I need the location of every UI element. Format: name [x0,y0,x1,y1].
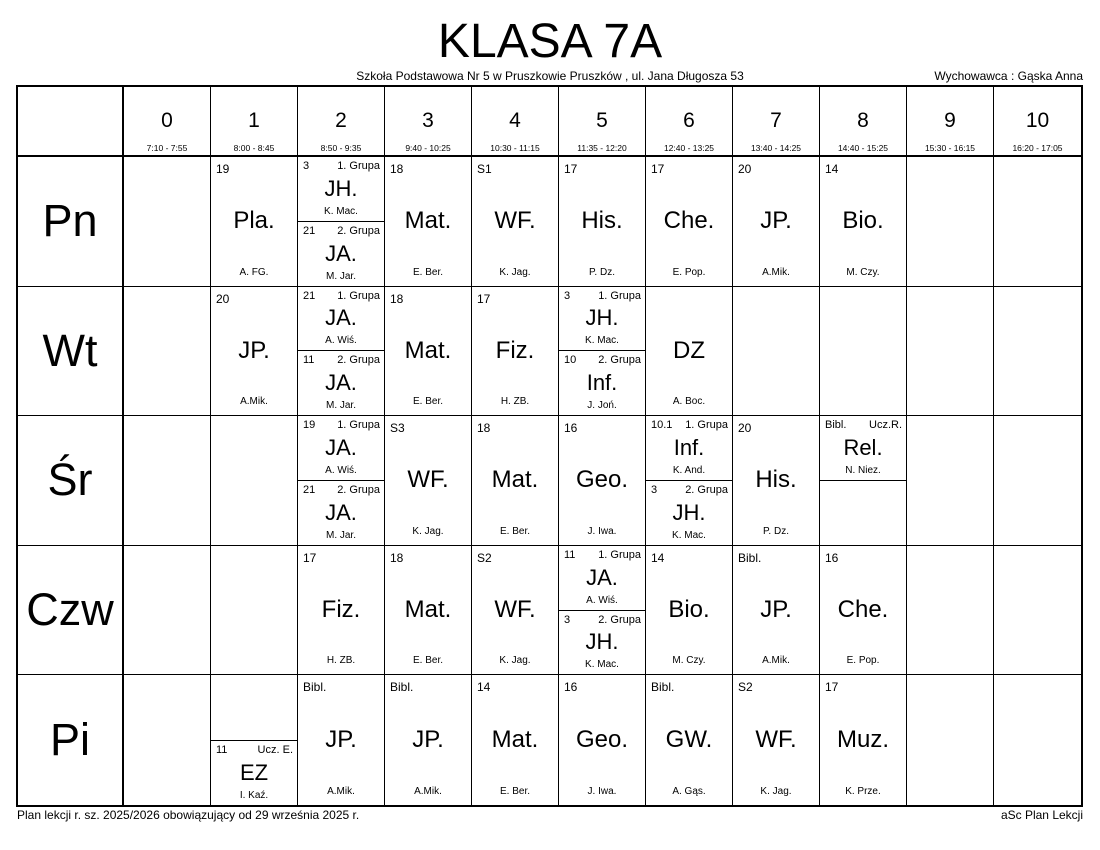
teacher-initials: M. Czy. [846,266,880,278]
teacher-initials: A.Mik. [414,786,442,797]
teacher-initials: I. Kaź. [239,790,269,802]
teacher-initials: K. Jag. [760,786,792,797]
split-lesson-cell [298,416,385,546]
lesson-cell [559,675,646,805]
subject-name: Mat. [491,726,539,754]
subject-name: Rel. [843,435,883,461]
subject-name: JP. [325,726,357,754]
period-number: 9 [944,109,956,132]
room-number: 14 [825,162,839,176]
subject-name: WF. [407,466,449,494]
teacher-initials: A. Wiś. [325,335,357,347]
teacher-initials: A. Gąs. [672,786,706,797]
lesson-cell [820,157,907,287]
room-number: 3 [303,160,310,172]
room-number: 21 [303,289,316,302]
lesson-cell [733,157,820,287]
room-number: 11 [216,743,228,756]
teacher-initials: K. Jag. [499,266,531,278]
lesson-cell [820,546,907,676]
day-label-cell [18,546,124,676]
teacher-initials: P. Dz. [763,525,789,537]
subject-name: JH. [585,305,619,331]
subject-name: WF. [494,596,536,624]
subject-name: Inf. [586,370,618,396]
group-lesson [298,481,384,545]
room-number: 18 [477,421,491,436]
subject-name: His. [581,207,623,235]
group-label: 1. Grupa [685,419,728,432]
teacher-initials: E. Ber. [412,655,443,667]
empty-slot [124,157,211,287]
room-number: 17 [825,680,839,695]
group-label: 1. Grupa [337,419,380,432]
teacher-initials: E. Pop. [846,655,880,667]
room-number: 3 [651,484,658,496]
room-number: 19 [303,419,316,432]
room-number: 17 [651,162,665,176]
split-lesson-cell [559,546,646,676]
period-header [994,87,1081,157]
lesson-cell [559,157,646,287]
room-number: 11 [564,548,576,561]
generator-credit: aSc Plan Lekcji [1000,808,1083,822]
lesson-cell [385,287,472,417]
room-number: Bibl. [303,680,327,695]
split-lesson-cell [211,675,298,805]
lesson-cell [385,157,472,287]
room-number: 18 [390,291,404,306]
subject-name: JA. [325,305,357,331]
empty-slot [994,546,1081,676]
empty-slot [211,416,298,546]
subject-name: JA. [325,435,357,461]
period-header [298,87,385,157]
lesson-cell [646,287,733,417]
teacher-initials: E. Ber. [499,525,530,537]
period-time: 7:10 - 7:55 [146,143,188,153]
empty-slot [124,675,211,805]
empty-slot [907,546,994,676]
period-time: 11:35 - 12:20 [577,143,627,153]
room-number: 20 [738,162,752,176]
lesson-cell [559,416,646,546]
room-number: S3 [390,421,405,436]
empty-slot [124,287,211,417]
subject-name: Fiz. [495,336,535,364]
subject-name: WF. [755,726,797,754]
period-number: 8 [857,109,869,132]
group-lesson [559,287,645,352]
room-number: 14 [477,680,491,695]
room-number: 17 [564,162,578,176]
period-header [733,87,820,157]
homeroom-teacher: Wychowawca : Gąska Anna [934,69,1083,83]
period-header [559,87,646,157]
subject-name: Muz. [836,726,889,754]
split-lesson-cell [559,287,646,417]
period-number: 0 [161,109,173,132]
day-label-cell [18,287,124,417]
corner-cell [18,87,124,157]
lesson-cell [385,675,472,805]
group-label: Ucz.R. [869,419,902,432]
lesson-cell [472,675,559,805]
period-number: 5 [596,109,608,132]
day-label-cell [18,416,124,546]
empty-slot [994,287,1081,417]
empty-slot [907,675,994,805]
lesson-cell [646,675,733,805]
group-label: 1. Grupa [337,289,380,302]
period-time: 13:40 - 14:25 [750,143,802,153]
empty-slot [907,416,994,546]
day-label-cell [18,675,124,805]
subject-name: Bio. [842,207,884,235]
group-lesson [559,351,645,415]
teacher-initials: M. Czy. [672,655,706,667]
subject-name: Fiz. [321,596,361,624]
lesson-cell [646,157,733,287]
teacher-initials: J. Iwa. [587,786,617,797]
day-label-cell [18,157,124,287]
teacher-initials: K. Prze. [845,786,881,797]
teacher-initials: E. Ber. [412,396,443,408]
split-lesson-cell [298,287,385,417]
empty-slot [211,546,298,676]
teacher-initials: A.Mik. [240,396,268,408]
period-header [907,87,994,157]
period-header [385,87,472,157]
teacher-initials: M. Jar. [325,529,356,541]
subject-name: Geo. [575,466,629,494]
period-number: 3 [422,109,434,132]
room-number: 18 [390,162,404,176]
empty-group-slot [820,481,906,545]
teacher-initials: E. Pop. [672,266,706,278]
subject-name: Pla. [233,207,275,235]
room-number: 14 [651,550,665,565]
group-label: 2. Grupa [337,224,380,237]
room-number: 19 [216,162,230,176]
group-label: 1. Grupa [598,548,641,561]
period-header [472,87,559,157]
room-number: 16 [825,550,839,565]
group-lesson [298,351,384,415]
room-number: 3 [564,289,571,302]
subject-name: JA. [586,564,618,590]
lesson-cell [733,416,820,546]
group-label: 2. Grupa [598,613,641,626]
room-number: 20 [216,291,230,306]
group-label: 2. Grupa [598,354,641,367]
day-label: Wt [42,324,98,376]
room-number: S1 [477,162,492,176]
period-number: 4 [509,109,521,132]
empty-slot [907,287,994,417]
lesson-cell [472,287,559,417]
subject-name: Mat. [404,596,452,624]
teacher-initials: A. Wiś. [325,465,357,476]
period-time: 8:50 - 9:35 [320,143,362,153]
group-lesson [559,546,645,611]
subject-name: JP. [412,726,444,754]
subject-name: Che. [663,207,715,235]
period-header [124,87,211,157]
teacher-initials: H. ZB. [500,396,530,408]
subject-name: GW. [665,726,713,754]
period-header [820,87,907,157]
group-lesson [298,416,384,481]
group-lesson [646,481,732,545]
period-time: 14:40 - 15:25 [837,143,889,153]
split-lesson-cell [298,157,385,287]
lesson-cell [733,546,820,676]
group-lesson [646,416,732,481]
room-number: 21 [303,484,316,496]
lesson-cell [211,157,298,287]
room-number: 11 [303,354,315,367]
room-number: 18 [390,550,404,565]
empty-slot [994,416,1081,546]
validity-note: Plan lekcji r. sz. 2025/2026 obowiązujący od 29 września 2025 r. [17,808,360,822]
group-lesson [298,157,384,222]
period-time: 9:40 - 10:25 [405,143,451,153]
period-time: 16:20 - 17:05 [1012,143,1063,153]
teacher-initials: A.Mik. [762,266,790,278]
subject-name: JA. [325,370,357,396]
room-number: Bibl. [390,680,414,695]
teacher-initials: A. Boc. [672,396,706,408]
teacher-initials: E. Ber. [499,786,530,797]
teacher-initials: K. Mac. [324,205,358,217]
period-header [211,87,298,157]
empty-slot [994,157,1081,287]
group-lesson [559,611,645,675]
group-label: Ucz. E. [257,743,293,756]
room-number: 16 [564,680,578,695]
period-number: 1 [248,109,260,132]
period-time: 8:00 - 8:45 [233,143,275,153]
empty-slot [907,157,994,287]
teacher-initials: A. Wiś. [586,594,618,606]
subject-name: Inf. [673,435,705,461]
subject-name: Che. [837,596,889,624]
subject-name: JH. [672,499,706,525]
teacher-initials: P. Dz. [589,266,615,278]
room-number: 20 [738,421,752,436]
group-label: 1. Grupa [337,160,380,172]
period-number: 2 [335,109,347,132]
period-header [646,87,733,157]
group-label: 2. Grupa [337,354,380,367]
teacher-initials: E. Ber. [412,266,443,278]
subject-name: Mat. [491,466,539,494]
empty-slot [733,287,820,417]
teacher-initials: K. And. [672,465,706,476]
subject-name: JA. [325,240,357,266]
subject-name: JH. [585,629,619,655]
empty-group-slot [211,675,297,740]
subject-name: Mat. [404,336,452,364]
room-number: 3 [564,613,571,626]
lesson-cell [646,546,733,676]
group-label: 2. Grupa [685,484,728,496]
teacher-initials: J. Iwa. [587,525,617,537]
day-label: Śr [47,454,93,506]
lesson-cell [385,416,472,546]
teacher-initials: H. ZB. [326,655,356,667]
school-address: Szkoła Podstawowa Nr 5 w Pruszkowie Pruszków , ul. Jana Długosza 53 [356,69,744,83]
teacher-initials: K. Mac. [585,335,619,347]
room-number: 16 [564,421,578,436]
room-number: Bibl. [825,419,847,432]
lesson-cell [472,546,559,676]
group-lesson [298,222,384,286]
subject-name: Mat. [404,207,452,235]
lesson-cell [472,157,559,287]
empty-slot [124,416,211,546]
group-lesson [211,741,297,805]
subject-name: Geo. [575,726,629,754]
teacher-initials: N. Niez. [845,465,881,476]
room-number: 21 [303,224,316,237]
teacher-initials: J. Joń. [587,400,617,412]
group-lesson [820,416,906,481]
empty-slot [124,546,211,676]
subject-name: EZ [239,759,269,785]
subject-name: JH. [324,175,358,201]
subject-name: DZ [673,336,705,364]
room-number: 10.1 [651,419,673,432]
subject-name: JA. [325,499,357,525]
empty-slot [994,675,1081,805]
period-number: 10 [1025,109,1050,132]
day-label: Pi [49,714,90,766]
timetable-grid [16,85,1083,807]
subject-name: WF. [494,207,536,235]
room-number: Bibl. [651,680,675,695]
lesson-cell [298,675,385,805]
period-time: 12:40 - 13:25 [663,143,715,153]
split-lesson-cell [820,416,907,546]
room-number: S2 [477,550,492,565]
period-number: 6 [683,109,695,132]
split-lesson-cell [646,416,733,546]
period-number: 7 [770,109,782,132]
teacher-initials: K. Jag. [412,525,444,537]
room-number: 17 [303,550,317,565]
lesson-cell [385,546,472,676]
teacher-initials: M. Jar. [325,400,356,412]
lesson-cell [820,675,907,805]
teacher-initials: K. Mac. [672,529,706,541]
empty-slot [820,287,907,417]
subject-name: Bio. [668,596,710,624]
teacher-initials: K. Mac. [585,659,619,671]
teacher-initials: K. Jag. [499,655,531,667]
period-time: 10:30 - 11:15 [490,143,540,153]
group-label: 2. Grupa [337,484,380,496]
class-title: KLASA 7A [437,15,663,68]
teacher-initials: A. FG. [239,266,269,278]
lesson-cell [472,416,559,546]
room-number: S2 [738,680,753,695]
room-number: Bibl. [738,550,762,565]
lesson-cell [298,546,385,676]
lesson-cell [211,287,298,417]
subject-name: JP. [760,596,792,624]
lesson-cell [733,675,820,805]
teacher-initials: A.Mik. [327,786,355,797]
period-time: 15:30 - 16:15 [924,143,976,153]
room-number: 17 [477,291,491,306]
teacher-initials: M. Jar. [325,270,356,282]
day-label: Pn [42,195,98,247]
group-label: 1. Grupa [598,289,641,302]
group-lesson [298,287,384,352]
day-label: Czw [26,584,114,636]
room-number: 10 [564,354,577,367]
teacher-initials: A.Mik. [762,655,790,667]
subject-name: JP. [238,336,270,364]
subject-name: His. [755,466,797,494]
subject-name: JP. [760,207,792,235]
